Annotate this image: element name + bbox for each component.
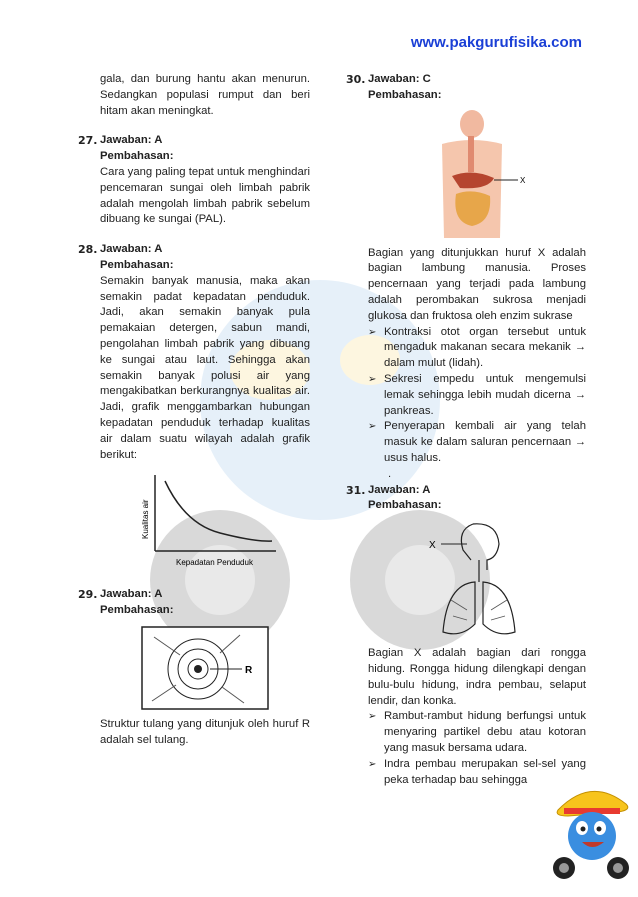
question-29 [78, 587, 310, 748]
bullet-list [368, 709, 586, 788]
bone-tissue-image [140, 625, 270, 711]
answer-label: Jawaban: A [100, 588, 163, 601]
question-number: 30. [346, 73, 366, 86]
left-column [78, 72, 310, 749]
bullet-list [368, 325, 586, 467]
question-number: 27. [78, 134, 98, 148]
question-27 [78, 133, 310, 228]
question-number: 31. [346, 483, 366, 497]
intro-paragraph: gala, dan burung hantu akan menurun. Sedangkan populasi rumput dan beri hitam akan meningkat. [100, 73, 310, 117]
site-url[interactable]: www.pakgurufisika.com [410, 34, 582, 51]
graph-x-label: Kepadatan Penduduk [176, 558, 253, 568]
question-28 [78, 242, 310, 569]
figure-label-x: X [429, 540, 436, 552]
answer-label: Jawaban: A [100, 243, 163, 256]
explanation-label: Pembahasan: [368, 499, 442, 512]
explanation-label: Pembahasan: [100, 150, 174, 163]
explanation-text: Bagian yang ditunjukkan huruf X adalah bagian lambung manusia. Proses pencernaan yang terjadi pada lambung adalah perombakan sukrosa menjadi glukosa dan fruktosa oleh enzim sukrase [368, 246, 586, 322]
question-31 [346, 483, 586, 789]
list-item: ➢ Sekresi empedu untuk mengemulsi lemak sehingga lebih mudah dicerna → pankreas. [368, 372, 586, 419]
answer-label: Jawaban: A [368, 483, 431, 496]
figure-label-r: R [245, 664, 253, 676]
list-item: ➢ Rambut-rambut hidung berfungsi untuk menyaring partikel debu atau kotoran yang masuk bersama udara. [368, 709, 586, 756]
digestive-system-image [422, 110, 532, 240]
explanation-text: Semakin banyak manusia, maka akan semakin padat kepadatan penduduk. Jadi, akan semakin banyak pula pemakaian detergen, sabun mandi, pengolahan limbah pabrik yang dibuang ke sungai atau laut. Sehingga akan semakin banyak polusi air yang mengakibatkan berkurangnya kualitas air. Jadi, grafik menggambarkan hubungan kepadatan penduduk terhadap kualitas air dalam suatu wilayah adalah grafik berikut: [100, 274, 310, 461]
explanation-text: Cara yang paling tepat untuk menghindari pencemaran sungai oleh limbah pabrik adalah mengolah limbah pabrik sebelum dibuang ke sungai (PAL). [100, 165, 310, 226]
explanation-label: Pembahasan: [100, 258, 174, 271]
graph-y-label: Kualitas air [141, 499, 150, 540]
question-number: 29. [78, 588, 98, 602]
water-quality-graph [130, 469, 280, 569]
right-column [346, 72, 586, 788]
question-number: 28. [78, 243, 98, 257]
mascot-logo [548, 780, 634, 880]
list-item: ➢ Kontraksi otot organ tersebut untuk mengaduk makanan secara mekanik → dalam mulut (lidah). [368, 325, 586, 372]
respiratory-system-image [417, 520, 537, 640]
trailing-dot: . [388, 467, 392, 480]
figure-label-x: X [520, 175, 526, 185]
list-item: ➢ Indra pembau merupakan sel-sel yang peka terhadap bau sehingga [368, 757, 586, 789]
explanation-label: Pembahasan: [100, 604, 174, 617]
explanation-text: Bagian X adalah bagian dari rongga hidung. Rongga hidung dilengkapi dengan bulu-bulu hidung, indra pembau, selaput lendir, dan konka. [368, 647, 586, 707]
explanation-label: Pembahasan: [368, 88, 442, 101]
explanation-text: Struktur tulang yang ditunjuk oleh huruf R adalah sel tulang. [100, 717, 310, 746]
answer-label: Jawaban: C [368, 73, 431, 85]
list-item: ➢ Penyerapan kembali air yang telah masuk ke dalam saluran pencernaan → usus halus. [368, 419, 586, 466]
question-30 [346, 72, 586, 483]
answer-label: Jawaban: A [100, 134, 163, 147]
